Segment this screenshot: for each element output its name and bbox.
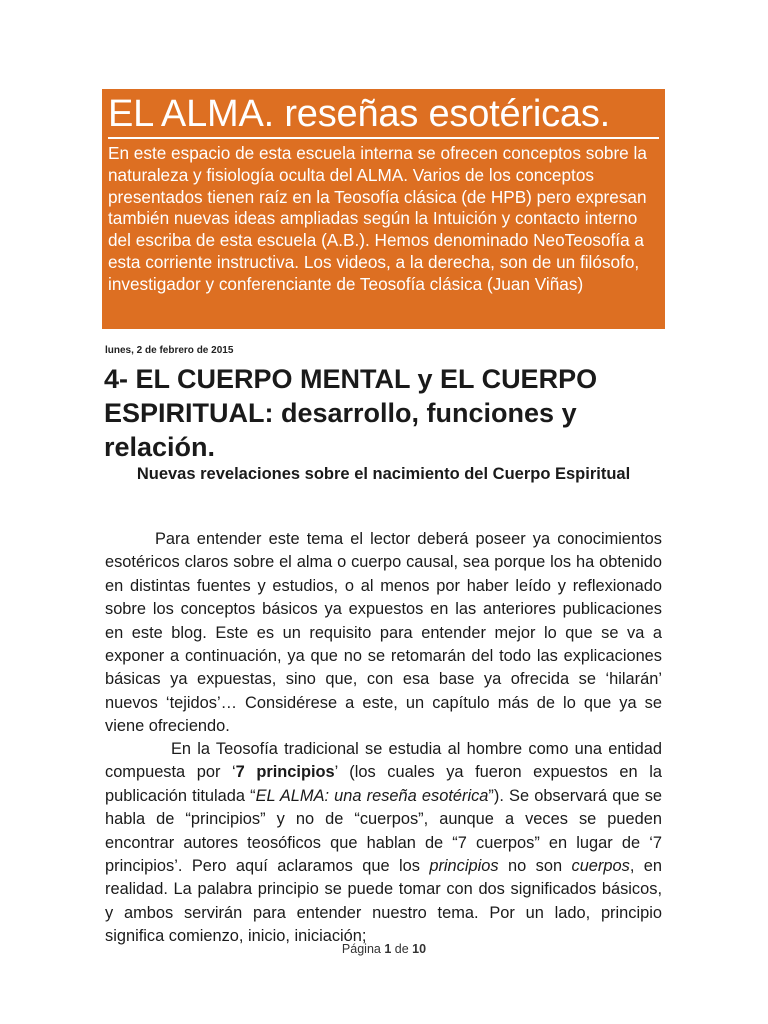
paragraph-2-text-5: , en realidad. La palabra principio se puede tomar con dos significados básicos, y ambos servirán para entender nuestro tema. Por un lado, principio significa comienzo, inicio, iniciación; xyxy=(105,857,663,946)
post-subtitle: Nuevas revelaciones sobre el nacimiento del Cuerpo Espiritual xyxy=(136,465,631,483)
paragraph-2-publication-title: EL ALMA: una reseña esotérica xyxy=(255,786,489,805)
paragraph-2-text-3: ”). Se observará que se habla de “principios” y no de “cuerpos”, aunque a veces se pueden encontrar autores teosóficos que hablan de “7 cuerpos” en lugar de ‘7 principios’. Pero aquí aclaramos que los xyxy=(105,786,662,876)
post-date: lunes, 2 de febrero de 2015 xyxy=(105,345,234,356)
paragraph-2-text-1: En la Teosofía tradicional se estudia al hombre como una entidad compuesta por ‘ xyxy=(105,740,662,782)
paragraph-1 xyxy=(105,528,662,739)
page-prefix: Página xyxy=(341,942,381,956)
page-number-footer xyxy=(0,942,768,956)
paragraph-2-italic-principios: principios xyxy=(429,857,499,876)
paragraph-2-text-2: ’ (los cuales ya fueron expuestos en la publicación titulada “ xyxy=(105,763,662,805)
page-total: 10 xyxy=(412,942,427,956)
page-current: 1 xyxy=(384,942,392,956)
blog-description: En este espacio de esta escuela interna se ofrecen conceptos sobre la naturaleza y fisiología oculta del ALMA. Varios de los conceptos presentados tienen raíz en la Teosofía clásica (de HPB) pero expresan también nuevas ideas ampliadas según la Intuición y contacto interno del escriba de esta escuela (A.B.). Hemos denominado NeoTeosofía a esta corriente instructiva. Los videos, a la derecha, son de un filósofo, investigador y conferenciante de Teosofía clásica (Juan Viñas) xyxy=(108,143,647,294)
header-divider xyxy=(108,137,659,139)
blog-title: EL ALMA. reseñas esotéricas. xyxy=(108,93,611,135)
paragraph-2 xyxy=(105,738,662,949)
page-separator: de xyxy=(394,942,409,956)
post-title: 4- EL CUERPO MENTAL y EL CUERPO ESPIRITUAL: desarrollo, funciones y relación. xyxy=(104,364,598,462)
paragraph-2-text-4: no son xyxy=(498,857,572,876)
blog-header-banner xyxy=(102,89,665,329)
paragraph-1-text: Para entender este tema el lector deberá poseer ya conocimientos esotéricos claros sobre el alma o cuerpo causal, sea porque los ha obtenido en distintas fuentes y estudios, o al menos por haber leído y reflexionado sobre los conceptos básicos ya expuestos en las anteriores publicaciones en este blog. Este es un requisito para entender mejor lo que se va a exponer a continuación, ya que no se retomarán del todo las explicaciones básicas ya expuestas, sino que, con esa base ya ofrecida se ‘hilarán’ nuevos ‘tejidos’… Considérese a este, un capítulo más de lo que ya se viene ofreciendo. xyxy=(105,530,662,736)
paragraph-2-bold-principles: 7 principios xyxy=(235,763,335,782)
paragraph-2-italic-cuerpos: cuerpos xyxy=(571,857,630,876)
